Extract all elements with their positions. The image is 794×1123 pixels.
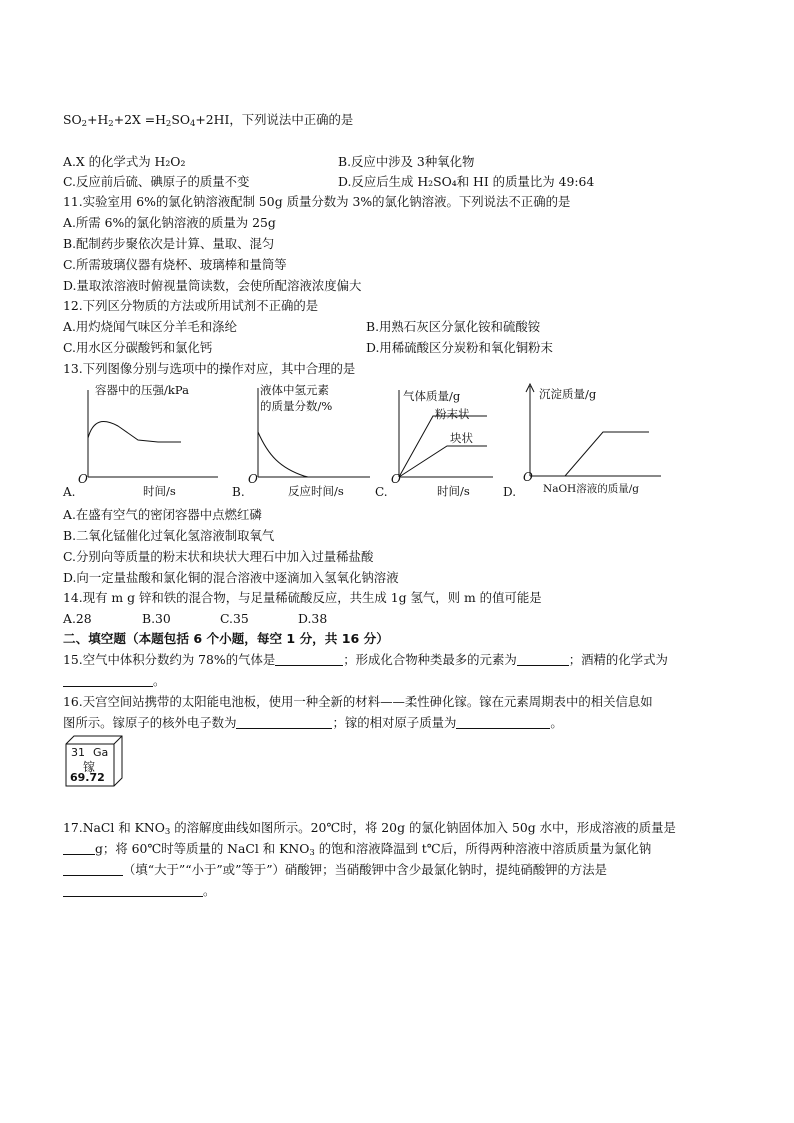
tile-name: 镓 (83, 760, 96, 774)
graph-b-letter: B. (232, 485, 245, 499)
q17-line-1 (63, 820, 676, 835)
q16-answer-blank-1[interactable] (236, 716, 332, 729)
graph-d-ylabel: 沉淀质量/g (539, 387, 597, 401)
q17-text-1: 17.NaCl 和 KNO (63, 820, 165, 835)
q11-stem: 11.实验室用 6%的氯化钠溶液配制 50g 质量分数为 3%的氯化钠溶液。下列说法不正确的是 (63, 194, 571, 209)
q15-text-3: ；酒精的化学式为 (568, 652, 668, 667)
eq-text: +2X =H (113, 112, 166, 127)
q10-option-d: D.反应后生成 H₂SO₄和 HI 的质量比为 49:64 (338, 174, 595, 189)
graph-b-ylabel-2: 的质量分数/% (260, 399, 333, 413)
graph-b-ylabel-1: 液体中氢元素 (260, 383, 329, 397)
q17-answer-blank-3[interactable] (63, 884, 203, 897)
q14-option-b: B.30 (142, 611, 171, 626)
graph-b-curve (258, 432, 308, 477)
q15-answer-blank-1[interactable] (275, 653, 343, 666)
graph-b-origin: O (248, 472, 258, 486)
q11-option-a: A.所需 6%的氯化钠溶液的质量为 25g (63, 215, 276, 230)
q11-option-c: C.所需玻璃仪器有烧杯、玻璃棒和量筒等 (63, 257, 287, 272)
eq-sub: 2 (108, 119, 114, 129)
section-2-heading: 二、填空题（本题包括 6 个小题，每空 1 分，共 16 分） (63, 631, 389, 646)
graph-c-plot (375, 380, 505, 485)
graph-c-series-powder: 粉末状 (435, 407, 470, 421)
graph-b (232, 380, 382, 499)
q17-line-4 (63, 883, 215, 898)
q11-option-b: B.配制药步聚依次是计算、量取、混匀 (63, 236, 275, 251)
q17-answer-blank-2[interactable] (63, 863, 123, 876)
q16-line-2 (63, 715, 563, 730)
q16-line-1: 16.天宫空间站携带的太阳能电池板，使用一种全新的材料——柔性砷化镓。镓在元素周期表中的相关信息如 (63, 694, 653, 709)
q12-stem: 12.下列区分物质的方法或所用试剂不正确的是 (63, 298, 319, 313)
graph-a-ylabel: 容器中的压强/kPa (95, 383, 189, 397)
graph-b-xlabel: 反应时间/s (288, 484, 344, 498)
q17-answer-blank-1[interactable] (63, 842, 95, 855)
q13-option-d: D.向一定量盐酸和氯化铜的混合溶液中逐滴加入氢氧化钠溶液 (63, 570, 399, 585)
graph-d-origin: O (523, 470, 533, 484)
equation-line (63, 112, 353, 127)
q17-end: 。 (203, 883, 216, 898)
graph-c-line-lump (399, 446, 487, 477)
q16-text-1: 图所示。镓原子的核外电子数为 (63, 715, 237, 730)
q15-answer-blank-3[interactable] (63, 674, 153, 687)
periodic-tile-gallium (65, 735, 123, 785)
graph-d-xlabel: NaOH溶液的质量/g (543, 483, 639, 495)
graph-c (375, 380, 505, 499)
q17-sub-2: 3 (309, 848, 315, 858)
q12-option-c: C.用水区分碳酸钙和氯化钙 (63, 340, 213, 355)
q13-option-a: A.在盛有空气的密闭容器中点燃红磷 (63, 507, 262, 522)
q12-option-b: B.用熟石灰区分氯化铵和硫酸铵 (366, 319, 541, 334)
tile-atomic-mass: 69.72 (70, 771, 105, 784)
q15-text-1: 15.空气中体积分数约为 78%的气体是 (63, 652, 276, 667)
q17-text-5: （填“大于”“小于”或”等于”）硝酸钾；当硝酸钾中含少最氯化钠时，提纯硝酸钾的方法是 (123, 862, 608, 877)
q13-option-c: C.分别向等质量的粉末状和块状大理石中加入过量稀盐酸 (63, 549, 374, 564)
graph-a-xlabel: 时间/s (143, 484, 176, 498)
q17-text-3: g；将 60℃时等质量的 NaCl 和 KNO (95, 841, 310, 856)
eq-text: +2HI，下列说法中正确的是 (195, 112, 354, 127)
graph-d-plot (503, 380, 673, 485)
q15-text-2: ；形成化合物种类最多的元素为 (343, 652, 517, 667)
eq-text: +H (87, 112, 109, 127)
q15-line-1 (63, 652, 668, 667)
graph-d (503, 380, 673, 499)
graph-b-plot (232, 380, 382, 485)
graph-c-letter: C. (375, 485, 388, 499)
graph-a-letter: A. (63, 485, 76, 499)
graph-a (63, 380, 223, 499)
q13-stem: 13.下列图像分别与选项中的操作对应，其中合理的是 (63, 361, 356, 376)
q12-option-d: D.用稀硫酸区分炭粉和氧化铜粉末 (366, 340, 553, 355)
q16-answer-blank-2[interactable] (456, 716, 550, 729)
q10-option-c: C.反应前后硫、碘原子的质量不变 (63, 174, 250, 189)
eq-sub: 2 (81, 119, 88, 129)
eq-text: SO (171, 112, 190, 127)
graph-c-ylabel: 气体质量/g (403, 389, 461, 403)
q16-text-2: ；镓的相对原子质量为 (332, 715, 457, 730)
graph-a-plot (63, 380, 223, 485)
q15-answer-blank-2[interactable] (517, 653, 569, 666)
tile-symbol: Ga (93, 746, 109, 759)
q16-end: 。 (550, 715, 563, 730)
q14-option-c: C.35 (220, 611, 249, 626)
q14-option-d: D.38 (298, 611, 328, 626)
q17-sub-1: 3 (164, 827, 171, 837)
graph-d-letter: D. (503, 485, 517, 499)
graph-d-line (530, 432, 649, 476)
graph-c-series-lump: 块状 (450, 431, 473, 445)
graph-a-origin: O (78, 472, 88, 486)
q10-option-a: A.X 的化学式为 H₂O₂ (63, 154, 186, 169)
q17-line-3 (63, 862, 607, 877)
graph-c-xlabel: 时间/s (437, 484, 470, 498)
graph-c-origin: O (391, 472, 401, 486)
q14-stem: 14.现有 m g 锌和铁的混合物，与足量稀硫酸反应，共生成 1g 氢气，则 m 的值可能是 (63, 590, 542, 605)
graph-a-curve (88, 422, 181, 442)
tile-atomic-number: 31 (71, 746, 85, 759)
q17-line-2 (63, 841, 651, 856)
eq-text: SO (63, 112, 82, 127)
eq-sub: 4 (189, 119, 196, 129)
q10-option-b: B.反应中涉及 3种氧化物 (338, 154, 475, 169)
q13-option-b: B.二氧化锰催化过氧化氢溶液制取氧气 (63, 528, 275, 543)
eq-sub: 2 (165, 119, 172, 129)
q15-end: 。 (153, 673, 166, 688)
q17-text-4: 的饱和溶液降温到 t℃后，所得两种溶液中溶质质量为氯化钠 (314, 841, 652, 856)
q12-option-a: A.用灼烧闻气味区分羊毛和涤纶 (63, 319, 237, 334)
q11-option-d: D.量取浓溶液时俯视量筒读数，会使所配溶液浓度偏大 (63, 278, 362, 293)
q15-line-2 (63, 673, 165, 688)
q17-text-2: 的溶解度曲线如图所示。20℃时，将 20g 的氯化钠固体加入 50g 水中，形成溶液的质量是 (170, 820, 676, 835)
q14-option-a: A.28 (63, 611, 92, 626)
